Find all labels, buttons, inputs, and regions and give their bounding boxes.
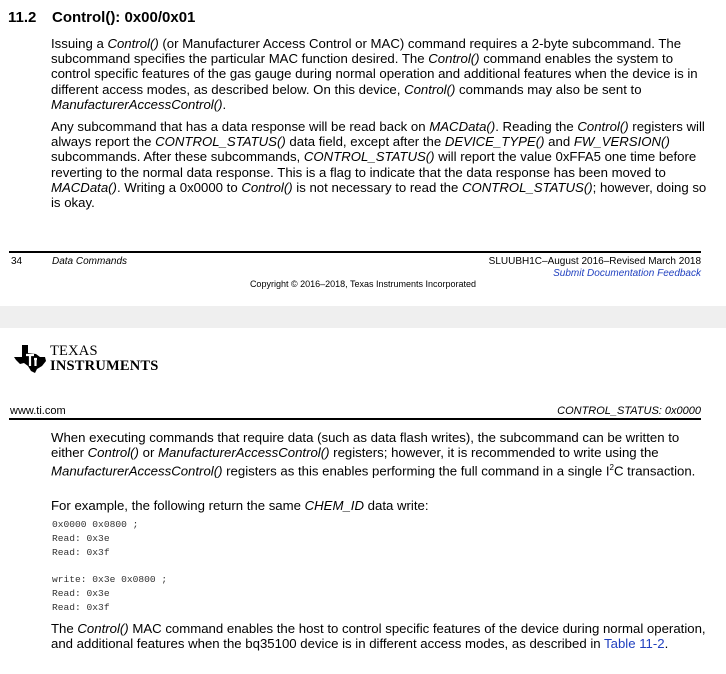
section-heading (8, 9, 195, 26)
page-separator (0, 306, 726, 328)
register-name: DEVICE_TYPE() (444, 134, 545, 150)
superscript: 2 (609, 463, 614, 473)
code-block-write (52, 573, 167, 615)
table-reference-link[interactable]: Table 11-2 (604, 636, 665, 652)
register-name: Control() (77, 621, 129, 636)
paragraph-subcommand-response: Any subcommand that has a data response will be read back on MACData(). Reading the Control() registers will always report the CONTROL_STATUS() data field, except after the DEVICE_TYPE() and FW_VERSION() subcommands. After these subcommands, CONTROL_STATUS() will report the value 0xFFA5 one time before reverting to the normal data response. This is a flag to indicate that the data response has been moved to MACData(). Writing a 0x0000 to Control() is not necessary to read the CONTROL_STATUS(); however, doing so is okay. (51, 119, 707, 211)
footer-rule (9, 251, 701, 253)
header-section-name: CONTROL_STATUS: 0x0000 (557, 405, 701, 417)
code-line: write: 0x3e 0x0800 ; (52, 574, 168, 585)
document-page-bottom (0, 328, 726, 674)
register-name: CONTROL_STATUS() (155, 134, 286, 150)
register-name: Control() (428, 51, 480, 67)
code-line: 0x0000 0x0800 ; (52, 519, 139, 530)
section-title: Control(): 0x00/0x01 (52, 9, 196, 26)
header-url[interactable]: www.ti.com (10, 405, 66, 417)
paragraph-write-data: When executing commands that require data (such as data flash writes), the subcommand can be written to either Control() or ManufacturerAccessControl() registers; however, it is recommended to write using the ManufacturerAccessControl() registers as this enables performing the full command in a single $I^2C$ transaction. (51, 430, 696, 479)
code-line: Read: 0x3e (52, 588, 110, 599)
register-name: Control() (87, 445, 139, 461)
footer-page-number: 34 (11, 256, 23, 267)
paragraph-mac-command: The Control() MAC command enables the host to control specific features of the device during normal operation, and additional features when the bq35100 device is in different access modes, as described in Table 11-2. (51, 621, 706, 652)
register-name: CHEM_ID (304, 498, 364, 513)
footer-feedback-link[interactable]: Submit Documentation Feedback (553, 268, 701, 279)
paragraph-example: For example, the following return the same CHEM_ID data write: (51, 498, 429, 513)
footer-section-name: Data Commands (52, 256, 128, 267)
register-name: Control() (404, 81, 456, 97)
register-name: CONTROL_STATUS() (303, 149, 435, 165)
code-line: Read: 0x3f (52, 602, 110, 613)
section-number: 11.2 (8, 9, 37, 26)
ti-logo (13, 344, 159, 374)
logo-text-instruments: INSTRUMENTS (50, 358, 159, 374)
code-line: Read: 0x3e (52, 533, 110, 544)
register-name: MACData() (51, 179, 117, 195)
footer-document-id: SLUUBH1C–August 2016–Revised March 2018 (488, 256, 701, 267)
texas-state-icon (13, 344, 47, 374)
register-name: ManufacturerAccessControl() (158, 445, 330, 461)
register-name: Control() (241, 179, 293, 195)
register-name: MACData() (429, 119, 496, 134)
code-line: Read: 0x3f (52, 547, 110, 558)
register-name: FW_VERSION() (573, 134, 670, 150)
document-page-top (0, 0, 726, 306)
code-block-control (52, 518, 138, 560)
logo-text-texas: TEXAS (50, 343, 98, 359)
register-name: ManufacturerAccessControl() (51, 463, 223, 479)
footer-copyright: Copyright © 2016–2018, Texas Instruments Incorporated (249, 279, 477, 289)
register-name: ManufacturerAccessControl() (51, 96, 223, 112)
register-name: Control() (577, 119, 629, 134)
header-rule (9, 418, 701, 420)
register-name: CONTROL_STATUS() (461, 179, 593, 195)
register-name: Control() (107, 36, 159, 51)
paragraph-control-intro: Issuing a Control() (or Manufacturer Access Control or MAC) command requires a 2-byte subcommand. The subcommand specifies the particular MAC function desired. The Control() command enables the system to control specific features of the gas gauge during normal operation and additional features when the device is in different access modes, as described below. On this device, Control() commands may also be sent to ManufacturerAccessControl(). (51, 36, 698, 112)
